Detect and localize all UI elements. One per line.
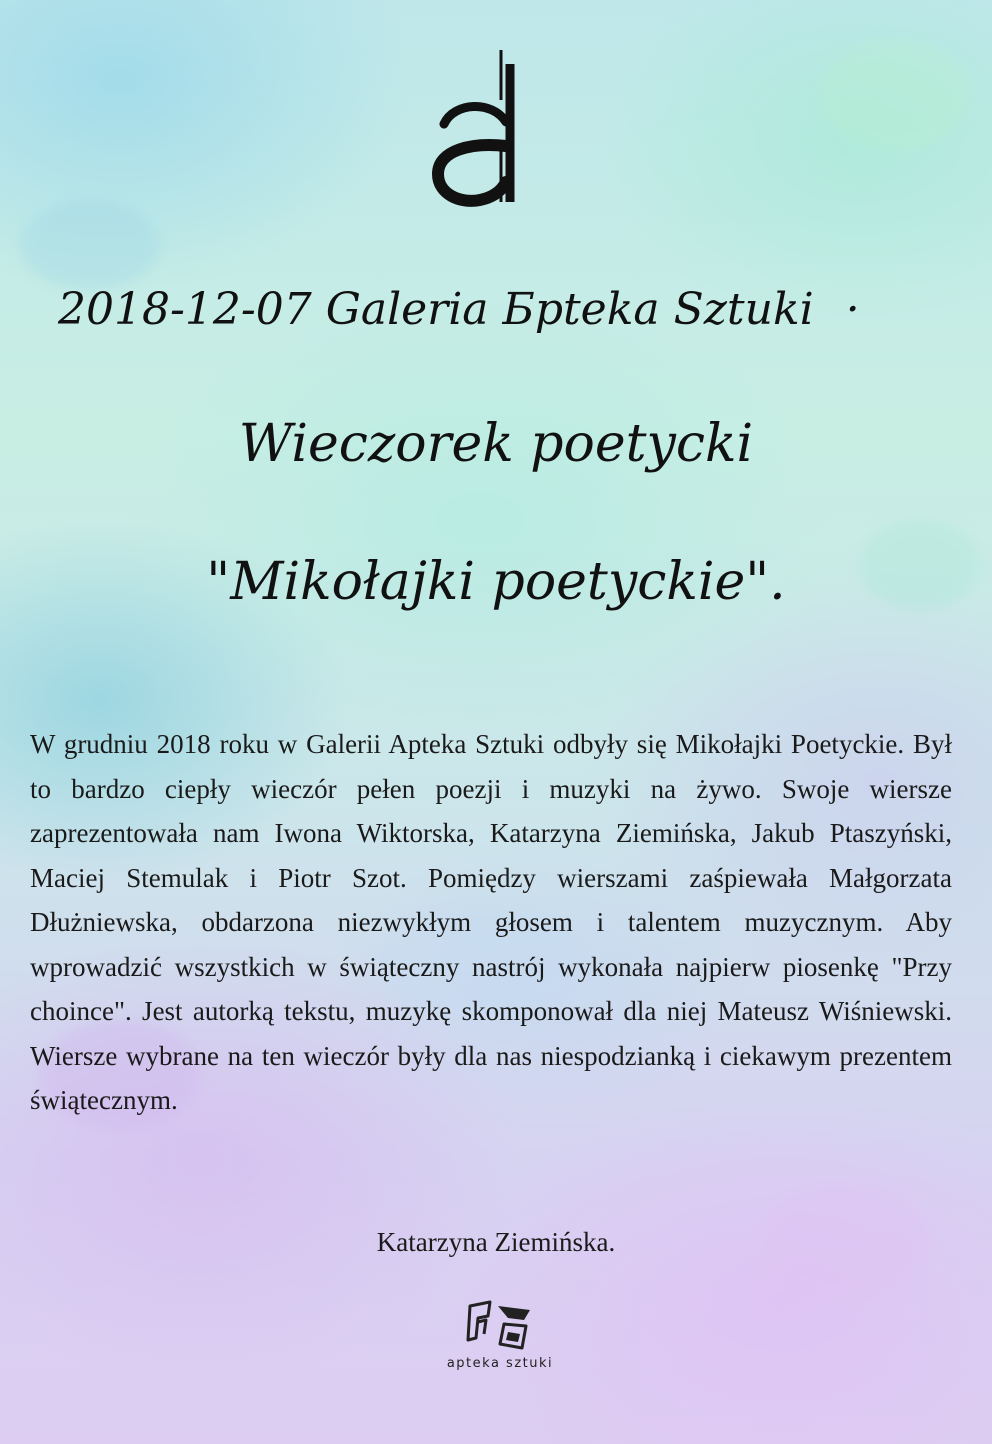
article-body: W grudniu 2018 roku w Galerii Apteka Sztuki odbyły się Mikołajki Poetyckie. Był to bardzo ciepły wieczór pełen poezji i muzyki na żywo. Swoje wiersze zaprezentowała nam Iwona Wiktorska, Katarzyna Ziemińska, Jakub Ptaszyński, Maciej Stemulak i Piotr Szot. Pomiędzy wierszami zaśpiewała Małgorzata Dłużniewska, obdarzona niezwykłym głosem i talentem muzycznym. Aby wprowadzić wszystkich w świąteczny nastrój wykonała najpierw piosenkę "Przy choince". Jest autorką tekstu, muzykę skomponował dla niej Mateusz Wiśniewski. Wiersze wybrane na ten wieczór były dla nas niespodzianką i ciekawym prezentem świątecznym. <box>30 729 952 1115</box>
watercolor-blot <box>20 200 160 290</box>
apteka-sztuki-logo <box>440 1298 560 1390</box>
event-title-line2: "Mikołajki poetyckie". <box>206 552 786 612</box>
event-venue: Galeria Бpteka Sztuki <box>325 284 814 335</box>
event-date-venue <box>58 280 938 340</box>
event-date: 2018-12-07 <box>58 284 312 335</box>
headline-separator: · <box>845 284 860 335</box>
apteka-sztuki-logo-icon <box>440 1298 560 1352</box>
article-author: Katarzyna Ziemińska. <box>376 1227 616 1257</box>
apteka-a-logo-icon <box>432 42 528 210</box>
watercolor-blot <box>820 40 970 150</box>
apteka-sztuki-wordmark: apteka sztuki <box>446 1356 554 1371</box>
event-title-line1: Wieczorek poetycki <box>238 414 754 474</box>
